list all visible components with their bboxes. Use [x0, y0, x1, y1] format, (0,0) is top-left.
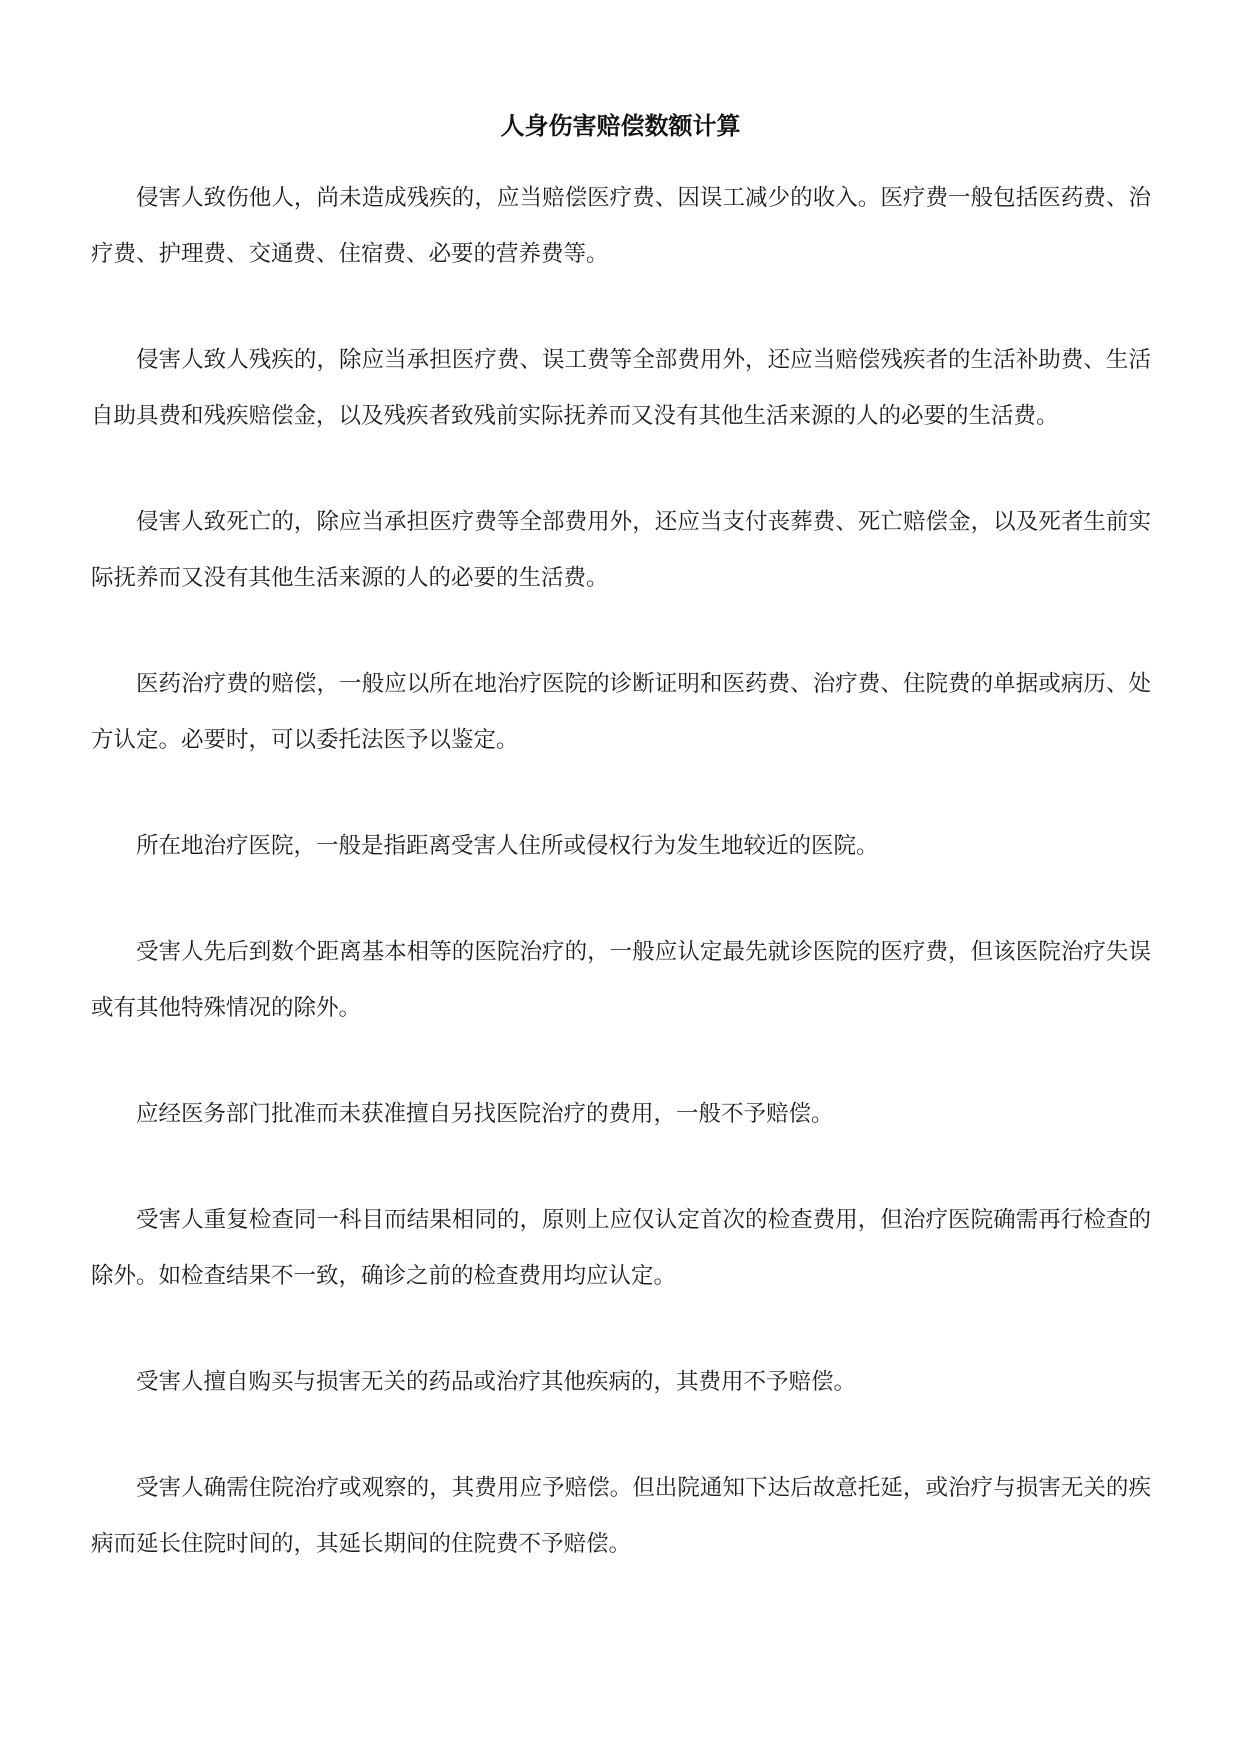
paragraph-1: 侵害人致伤他人，尚未造成残疾的，应当赔偿医疗费、因误工减少的收入。医疗费一般包括医药费、治疗费、护理费、交通费、住宿费、必要的营养费等。 — [91, 185, 1151, 267]
paragraph-9: 受害人擅自购买与损害无关的药品或治疗其他疾病的，其费用不予赔偿。 — [136, 1369, 857, 1395]
paragraph-7: 应经医务部门批准而未获准擅自另找医院治疗的费用，一般不予赔偿。 — [136, 1101, 834, 1127]
paragraph-4: 医药治疗费的赔偿，一般应以所在地治疗医院的诊断证明和医药费、治疗费、住院费的单据或病历、处方认定。必要时，可以委托法医予以鉴定。 — [91, 671, 1151, 753]
paragraph-10: 受害人确需住院治疗或观察的，其费用应予赔偿。但出院通知下达后故意托延，或治疗与损害无关的疾病而延长住院时间的，其延长期间的住院费不予赔偿。 — [91, 1475, 1151, 1557]
page-title: 人身伤害赔偿数额计算 — [500, 112, 741, 140]
paragraph-5: 所在地治疗医院，一般是指距离受害人住所或侵权行为发生地较近的医院。 — [136, 833, 879, 859]
paragraph-6: 受害人先后到数个距离基本相等的医院治疗的，一般应认定最先就诊医院的医疗费，但该医院治疗失误或有其他特殊情况的除外。 — [91, 939, 1151, 1021]
paragraph-2: 侵害人致人残疾的，除应当承担医疗费、误工费等全部费用外，还应当赔偿残疾者的生活补助费、生活自助具费和残疾赔偿金，以及残疾者致残前实际抚养而又没有其他生活来源的人的必要的生活费。 — [91, 347, 1151, 429]
paragraph-8: 受害人重复检查同一科目而结果相同的，原则上应仅认定首次的检查费用，但治疗医院确需再行检查的除外。如检查结果不一致，确诊之前的检查费用均应认定。 — [91, 1207, 1151, 1289]
paragraph-3: 侵害人致死亡的，除应当承担医疗费等全部费用外，还应当支付丧葬费、死亡赔偿金，以及死者生前实际抚养而又没有其他生活来源的人的必要的生活费。 — [91, 509, 1151, 591]
document-body — [91, 170, 1151, 1622]
